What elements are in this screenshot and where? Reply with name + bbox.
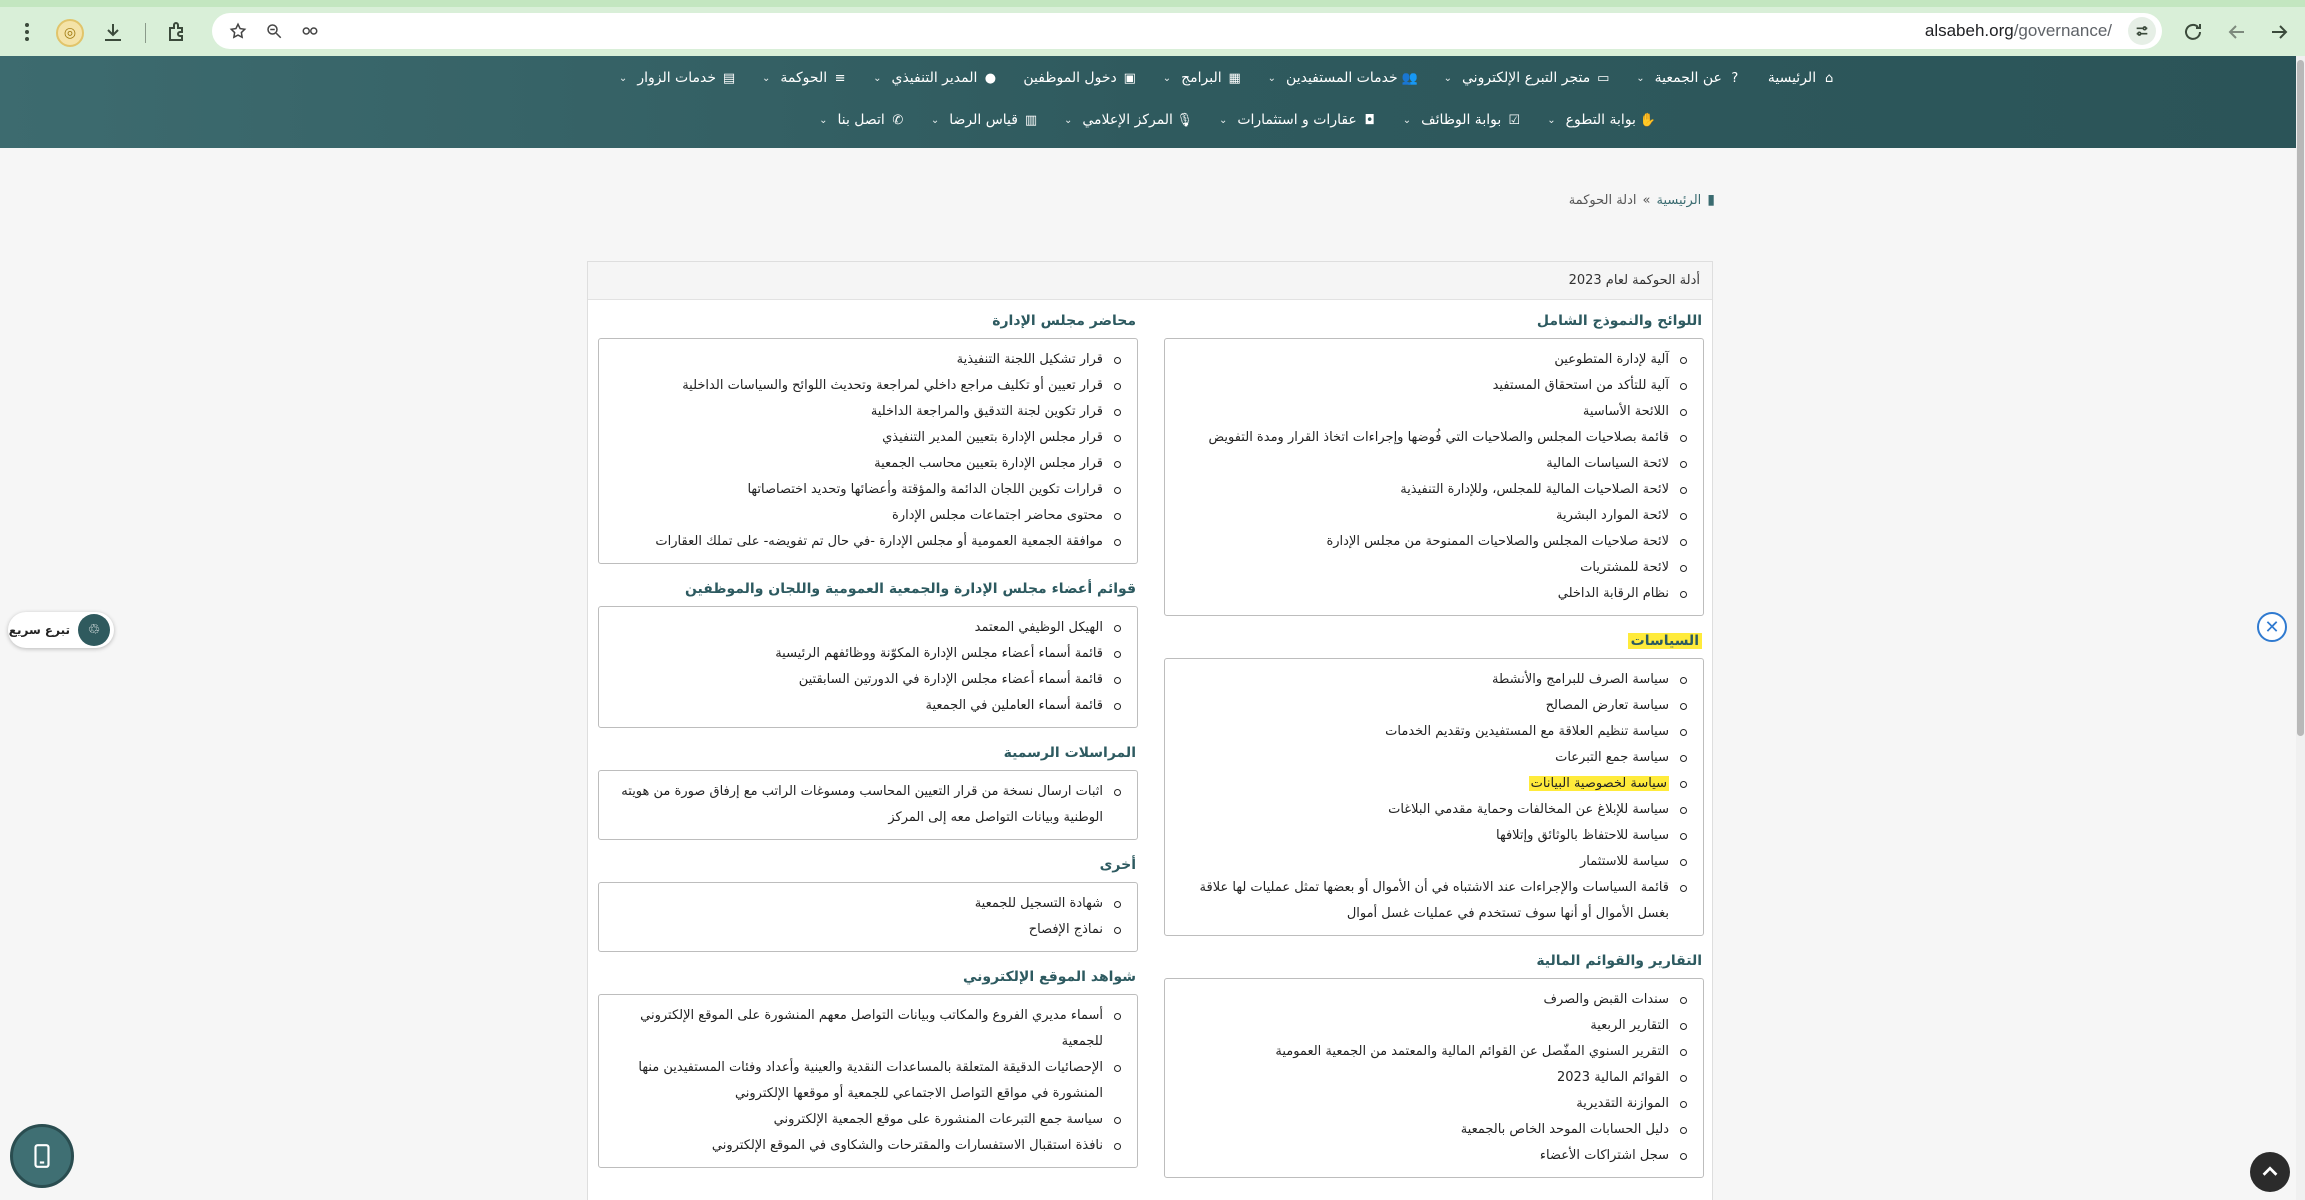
- nav-item-label: البرامج: [1181, 70, 1222, 86]
- document-link-text: التقرير السنوي المفّصل عن القوائم المالية والمعتمد من الجمعية العمومية: [1275, 1044, 1669, 1059]
- nav-item-row2-3[interactable]: [1064, 112, 1193, 128]
- chevron-down-icon: ⌄: [819, 114, 828, 126]
- section-box: [1164, 658, 1704, 936]
- section-box: [598, 994, 1138, 1168]
- nav-item-label: اتصل بنا: [837, 112, 885, 128]
- section-title-text: شواهد الموقع الإلكتروني: [962, 969, 1136, 985]
- section-title-text: اللوائح والنموذج الشامل: [1536, 313, 1702, 329]
- section-title: [598, 742, 1138, 764]
- chevron-down-icon: ⌄: [1267, 72, 1277, 84]
- document-link[interactable]: [607, 477, 1125, 503]
- document-link-text: الموازنة التقديرية: [1576, 1096, 1669, 1111]
- document-link[interactable]: [607, 917, 1125, 943]
- left-column: [598, 310, 1138, 1182]
- donate-hand-icon: ♲: [78, 614, 110, 646]
- mobile-app-button[interactable]: [10, 1124, 74, 1188]
- document-link[interactable]: [1173, 719, 1691, 745]
- section-title: [1164, 310, 1704, 332]
- section-title-text: المراسلات الرسمية: [1003, 745, 1136, 761]
- nav-item-row2-4[interactable]: [931, 112, 1038, 128]
- breadcrumb-current: ادلة الحوكمة: [1568, 192, 1637, 208]
- nav-item-row2-5[interactable]: [819, 112, 905, 128]
- toolbar-divider: [145, 23, 146, 43]
- document-link-text: سياسة الصرف للبرامج والأنشطة: [1491, 672, 1669, 687]
- card-icon: ▭: [1597, 70, 1610, 86]
- nav-item-row1-2[interactable]: [1444, 70, 1611, 86]
- document-link-text: قائمة بصلاحيات المجلس والصلاحيات التي فُوضها وإجراءات اتخاذ القرار ومدة التفويض: [1208, 430, 1669, 445]
- page-body: [0, 148, 2305, 1200]
- document-list: [607, 347, 1125, 555]
- bag-icon: ◘: [1364, 112, 1375, 128]
- nav-item-row1-5[interactable]: [1023, 70, 1136, 86]
- breadcrumb: [1569, 192, 1715, 208]
- document-link[interactable]: [607, 1133, 1125, 1159]
- section-box: [598, 882, 1138, 952]
- users-icon: 👥: [1401, 70, 1418, 86]
- document-link-text: قرار مجلس الإدارة بتعيين المدير التنفيذي: [882, 430, 1103, 445]
- document-link-text: قرار تشكيل اللجنة التنفيذية: [956, 352, 1103, 367]
- document-link[interactable]: [1173, 875, 1691, 927]
- nav-item-label: عن الجمعية: [1654, 70, 1722, 86]
- section-title-text: التقارير والقوائم المالية: [1536, 953, 1702, 969]
- document-link[interactable]: [607, 615, 1125, 641]
- document-link[interactable]: [1173, 987, 1691, 1013]
- microphone-icon: 🎙: [1176, 112, 1193, 128]
- document-link[interactable]: [1173, 1091, 1691, 1117]
- document-link-text: سياسة تنظيم العلاقة مع المستفيدين وتقديم الخدمات: [1385, 724, 1669, 739]
- document-link-text: لائحة صلاحيات المجلس والصلاحيات الممنوحة من مجلس الإدارة: [1326, 534, 1669, 549]
- document-link[interactable]: [607, 347, 1125, 373]
- document-link[interactable]: [1173, 529, 1691, 555]
- chevron-down-icon: ⌄: [762, 72, 771, 84]
- chevron-down-icon: ⌄: [1162, 72, 1172, 84]
- nav-item-label: خدمات المستفيدين: [1286, 70, 1398, 86]
- nav-item-row1-6[interactable]: [873, 70, 997, 86]
- document-link-text: قائمة أسماء أعضاء مجلس الإدارة المكوّنة ووظائفهم الرئيسية: [775, 646, 1103, 661]
- nav-item-row1-8[interactable]: [619, 70, 736, 86]
- document-link[interactable]: [1173, 667, 1691, 693]
- document-list: [607, 891, 1125, 943]
- panel-title: أدلة الحوكمة لعام 2023: [588, 262, 1712, 300]
- document-link-text: نماذج الإفصاح: [1028, 922, 1103, 937]
- document-link[interactable]: [607, 451, 1125, 477]
- home-icon: ⌂: [1824, 70, 1834, 86]
- chevron-down-icon: ⌄: [930, 114, 940, 126]
- nav-item-label: بوابة التطوع: [1565, 112, 1636, 128]
- document-link-text: قائمة أسماء العاملين في الجمعية: [925, 698, 1103, 713]
- section-title: [598, 854, 1138, 876]
- hand-icon: ✋: [1639, 112, 1656, 128]
- nav-item-row1-4[interactable]: [1163, 70, 1242, 86]
- document-link[interactable]: [1173, 1013, 1691, 1039]
- document-link-text: محتوى محاضر اجتماعات مجلس الإدارة: [892, 508, 1103, 523]
- document-link-text: قائمة أسماء أعضاء مجلس الإدارة في الدورتين السابقتين: [798, 672, 1103, 687]
- document-link[interactable]: [607, 503, 1125, 529]
- reload-icon[interactable]: [2178, 17, 2208, 47]
- document-link[interactable]: [607, 529, 1125, 555]
- phone-icon: ✆: [892, 112, 904, 128]
- document-link[interactable]: [1173, 373, 1691, 399]
- document-link[interactable]: [607, 1055, 1125, 1107]
- document-link-text: آلية للتأكد من استحقاق المستفيد: [1492, 378, 1669, 393]
- document-link-text: سياسة تعارض المصالح: [1545, 698, 1669, 713]
- document-link[interactable]: [1173, 555, 1691, 581]
- password-key-icon[interactable]: [298, 19, 322, 43]
- breadcrumb-separator: »: [1642, 192, 1651, 208]
- download-icon[interactable]: [98, 17, 128, 47]
- list-icon: ≡: [834, 70, 846, 86]
- nav-row-primary: [0, 58, 2305, 98]
- document-link[interactable]: [1173, 1143, 1691, 1169]
- chevron-up-icon: [2259, 1161, 2281, 1183]
- scroll-to-top-button[interactable]: [2250, 1152, 2290, 1192]
- document-link[interactable]: [1173, 425, 1691, 451]
- document-link-text: قرار تكوين لجنة التدقيق والمراجعة الداخلية: [870, 404, 1103, 419]
- document-link[interactable]: [1173, 693, 1691, 719]
- chevron-down-icon: ⌄: [618, 72, 628, 84]
- section-box: [1164, 978, 1704, 1178]
- document-link-text: التقارير الربعية: [1590, 1018, 1669, 1033]
- zoom-icon[interactable]: [262, 19, 286, 43]
- document-link-text: أسماء مديري الفروع والمكاتب وبيانات التواصل معهم المنشورة على الموقع الإلكتروني للجمعية: [640, 1008, 1103, 1049]
- id-icon: ▤: [722, 70, 736, 86]
- chevron-down-icon: ⌄: [1547, 114, 1556, 126]
- document-link-text: اثبات ارسال نسخة من قرار التعيين المحاسب ومسوغات الراتب مع إرفاق صورة من هويته الوطنية وبيانات التواصل معه إلى المركز: [621, 784, 1103, 825]
- document-link-text: آلية لإدارة المتطوعين: [1554, 352, 1669, 367]
- address-bar[interactable]: [212, 13, 2162, 49]
- gauge-icon: ▥: [1024, 112, 1038, 128]
- document-link-text: دليل الحسابات الموحد الخاص بالجمعية: [1460, 1122, 1669, 1137]
- close-icon[interactable]: ✕: [2257, 612, 2287, 642]
- document-link[interactable]: [1173, 1039, 1691, 1065]
- document-link-text: سندات القبض والصرف: [1543, 992, 1669, 1007]
- nav-item-row2-0[interactable]: [1547, 112, 1656, 128]
- document-link[interactable]: [607, 693, 1125, 719]
- site-main-nav: [0, 56, 2305, 148]
- bookmark-star-icon[interactable]: [226, 19, 250, 43]
- nav-item-label: متجر التبرع الإلكتروني: [1462, 70, 1591, 86]
- document-link[interactable]: [1173, 797, 1691, 823]
- menu-dots-icon[interactable]: [12, 17, 42, 47]
- document-link-text: لائحة الصلاحيات المالية للمجلس، وللإدارة التنفيذية: [1400, 482, 1669, 497]
- profile-avatar-icon[interactable]: ◎: [56, 19, 84, 47]
- nav-item-label: المركز الإعلامي: [1082, 112, 1173, 128]
- nav-item-label: قياس الرضا: [949, 112, 1018, 128]
- nav-item-label: عقارات و استثمارات: [1237, 112, 1357, 128]
- document-link[interactable]: [1173, 823, 1691, 849]
- document-link[interactable]: [607, 425, 1125, 451]
- calendar-icon: ▦: [1228, 70, 1241, 86]
- nav-row-secondary: [0, 100, 2305, 140]
- document-link-text: موافقة الجمعية العمومية أو مجلس الإدارة -في حال تم تفويضه- على تملك العقارات: [655, 534, 1103, 549]
- right-column: [1164, 310, 1704, 1192]
- section-box: [598, 606, 1138, 728]
- document-link[interactable]: [1173, 451, 1691, 477]
- url-host: alsabeh.org: [1924, 21, 2014, 40]
- quick-donate-label: تبرع سريع: [8, 623, 70, 637]
- document-link-text: قرار تعيين أو تكليف مراجع داخلي لمراجعة وتحديث اللوائح والسياسات الداخلية: [682, 378, 1103, 393]
- document-link-text: الإحصائيات الدقيقة المتعلقة بالمساعدات النقدية والعينية وأعداد وفئات المستفيدين منها المنشورة في مواقع التواصل الاجتماعي للجمعية أو موقعها الإلكتروني: [638, 1060, 1103, 1101]
- breadcrumb-home-link[interactable]: الرئيسية: [1656, 192, 1702, 208]
- section-title-text: أخرى: [1099, 857, 1136, 873]
- document-link-text: نظام الرقابة الداخلي: [1557, 586, 1669, 601]
- document-link-text: سياسة جمع التبرعات: [1555, 750, 1669, 765]
- nav-item-row1-3[interactable]: [1268, 70, 1418, 86]
- document-link[interactable]: [1173, 581, 1691, 607]
- nav-item-label: بوابة الوظائف: [1421, 112, 1502, 128]
- chevron-down-icon: ⌄: [1443, 72, 1453, 84]
- url-text[interactable]: [1925, 13, 2112, 49]
- document-link[interactable]: [1173, 399, 1691, 425]
- document-link-text: قرارات تكوين اللجان الدائمة والمؤقتة وأعضائها وتحديد اختصاصاتها: [747, 482, 1103, 497]
- nav-item-row2-1[interactable]: [1403, 112, 1521, 128]
- extensions-icon[interactable]: [162, 17, 192, 47]
- document-link[interactable]: [1173, 1117, 1691, 1143]
- document-link[interactable]: [607, 641, 1125, 667]
- document-link-text: اللائحة الأساسية: [1582, 404, 1669, 419]
- back-arrow-icon[interactable]: [2264, 17, 2294, 47]
- section-title-text: محاضر مجلس الإدارة: [992, 313, 1136, 329]
- nav-item-label: الرئيسية: [1767, 70, 1817, 86]
- chevron-down-icon: ⌄: [1402, 114, 1412, 126]
- document-link-text: سياسة للإبلاغ عن المخالفات وحماية مقدمي البلاغات: [1388, 802, 1669, 817]
- nav-item-label: المدير التنفيذي: [891, 70, 978, 86]
- chevron-down-icon: ⌄: [1218, 114, 1228, 126]
- nav-item-label: خدمات الزوار: [637, 70, 717, 86]
- section-title: [598, 966, 1138, 988]
- document-link[interactable]: [1173, 503, 1691, 529]
- forward-arrow-icon[interactable]: [2222, 17, 2252, 47]
- quick-donate-button[interactable]: [8, 612, 114, 648]
- id-card-icon: ▣: [1123, 70, 1136, 86]
- document-link-text: لائحة الموارد البشرية: [1556, 508, 1669, 523]
- document-link[interactable]: [1173, 771, 1691, 797]
- question-icon: ?: [1731, 70, 1739, 86]
- section-title: [1164, 630, 1704, 652]
- document-link-text: سجل اشتراكات الأعضاء: [1539, 1148, 1669, 1163]
- document-list: [1173, 987, 1691, 1169]
- document-link-text: سياسة للاحتفاظ بالوثائق وإتلافها: [1496, 828, 1669, 843]
- document-link-text: قائمة السياسات والإجراءات عند الاشتباه في أن الأموال أو بعضها تمثل عمليات لها علاقة بغسل الأموال أو أنها سوف تستخدم في عمليات غسل أموال: [1199, 880, 1669, 921]
- section-title: [598, 578, 1138, 600]
- chevron-down-icon: ⌄: [873, 72, 882, 84]
- document-link-text: لائحة السياسات المالية: [1546, 456, 1669, 471]
- document-list: [1173, 667, 1691, 927]
- nav-item-row2-2[interactable]: [1219, 112, 1377, 128]
- document-list: [607, 615, 1125, 719]
- url-path: /governance/: [2013, 21, 2112, 40]
- document-link-text: القوائم المالية 2023: [1556, 1070, 1669, 1085]
- document-link[interactable]: [607, 667, 1125, 693]
- document-link[interactable]: [1173, 745, 1691, 771]
- document-link-text: سياسة جمع التبرعات المنشورة على موقع الجمعية الإلكتروني: [773, 1112, 1103, 1127]
- section-box: [1164, 338, 1704, 616]
- browser-toolbar: [0, 0, 2305, 56]
- section-box: [598, 770, 1138, 840]
- nav-item-row1-1[interactable]: [1636, 70, 1742, 86]
- document-link[interactable]: [1173, 347, 1691, 373]
- mobile-phone-icon: [29, 1143, 55, 1169]
- section-box: [598, 338, 1138, 564]
- document-link[interactable]: [607, 779, 1125, 831]
- document-link-text: سياسة للاستثمار: [1580, 854, 1669, 869]
- site-settings-icon[interactable]: [2128, 17, 2156, 45]
- document-link-text: نافذة استقبال الاستفسارات والمقترحات والشكاوى في الموقع الإلكتروني: [711, 1138, 1103, 1153]
- document-link-text: لائحة للمشتريات: [1580, 560, 1669, 575]
- governance-panel: [587, 261, 1713, 1200]
- chevron-down-icon: ⌄: [1636, 72, 1645, 84]
- document-link-text: شهادة التسجيل للجمعية: [974, 896, 1103, 911]
- nav-item-label: الحوكمة: [780, 70, 828, 86]
- document-link-text: الهيكل الوظيفي المعتمد: [974, 620, 1103, 635]
- section-title-text: السياسات: [1628, 633, 1702, 649]
- document-link[interactable]: [607, 1107, 1125, 1133]
- document-link[interactable]: [607, 891, 1125, 917]
- document-link[interactable]: [607, 399, 1125, 425]
- bookmark-icon: ▮: [1707, 192, 1715, 208]
- nav-item-row1-0[interactable]: [1768, 70, 1836, 86]
- document-link[interactable]: [1173, 1065, 1691, 1091]
- document-link[interactable]: [607, 1003, 1125, 1055]
- document-link[interactable]: [607, 373, 1125, 399]
- chevron-down-icon: ⌄: [1063, 114, 1073, 126]
- section-title: [598, 310, 1138, 332]
- nav-item-label: دخول الموظفين: [1023, 70, 1117, 86]
- document-list: [607, 1003, 1125, 1159]
- document-list: [607, 779, 1125, 831]
- nav-item-row1-7[interactable]: [762, 70, 847, 86]
- document-link[interactable]: [1173, 849, 1691, 875]
- section-title: [1164, 950, 1704, 972]
- document-list: [1173, 347, 1691, 607]
- check-square-icon: ☑: [1508, 112, 1521, 128]
- section-title-text: قوائم أعضاء مجلس الإدارة والجمعية العمومية واللجان والموظفين: [684, 581, 1136, 597]
- user-badge-icon: ●: [984, 70, 997, 86]
- page-scrollbar-thumb[interactable]: [2297, 60, 2304, 736]
- document-link[interactable]: [1173, 477, 1691, 503]
- document-link-text: قرار مجلس الإدارة بتعيين محاسب الجمعية: [874, 456, 1103, 471]
- document-link-text: سياسة لخصوصية البيانات: [1530, 776, 1667, 791]
